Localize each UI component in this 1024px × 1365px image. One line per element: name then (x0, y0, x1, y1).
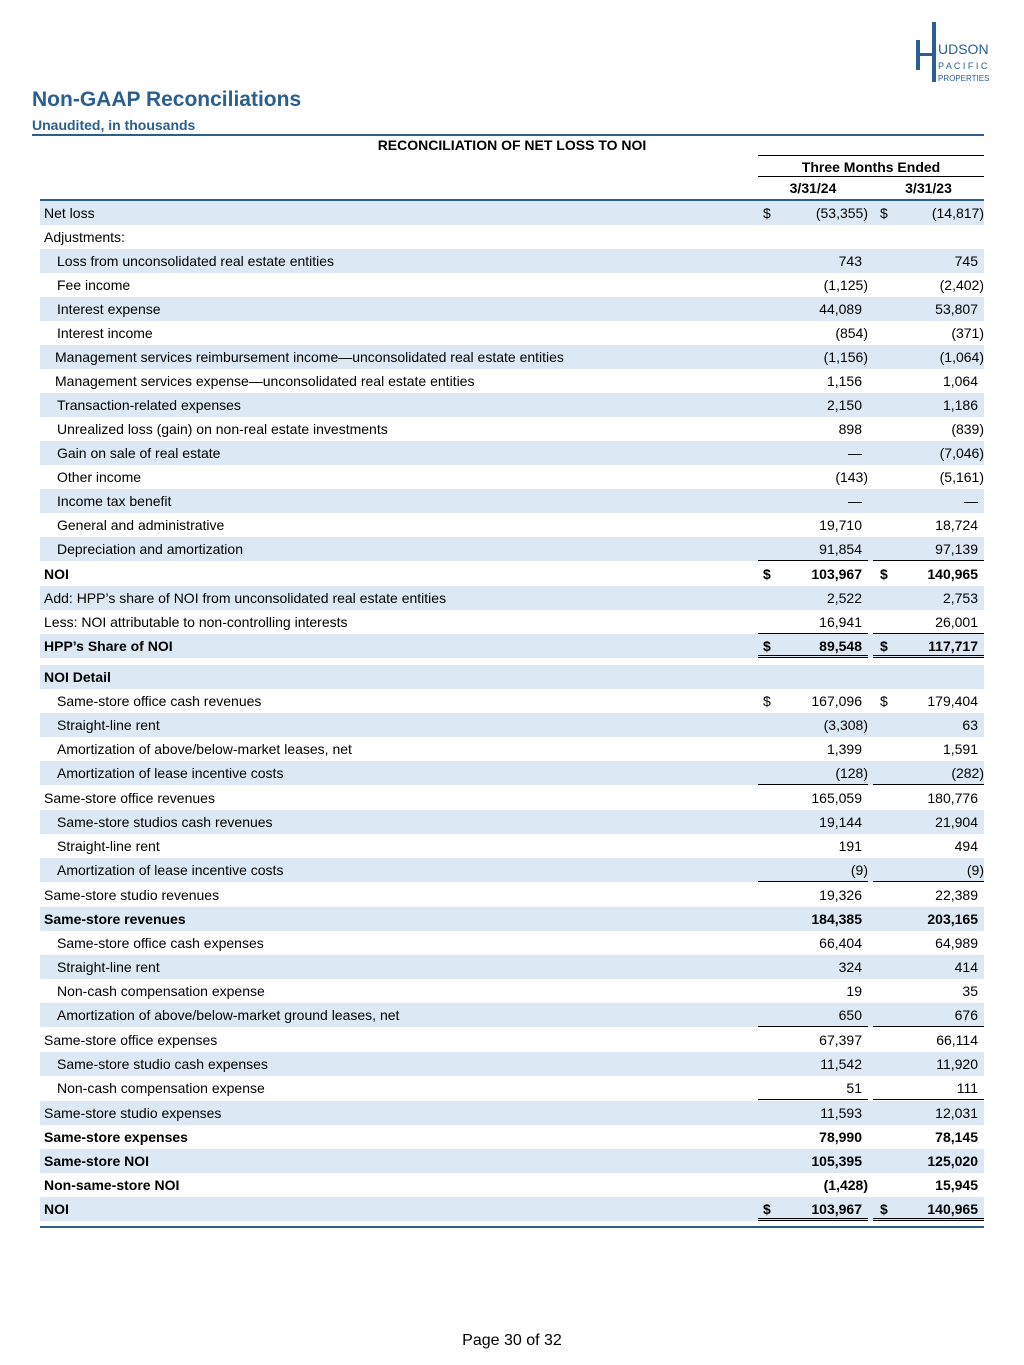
table-row (40, 1173, 984, 1197)
row-label: Same-store expenses (44, 1129, 188, 1145)
value-2024: 165,059 (811, 790, 862, 806)
period-header: Three Months Ended (758, 155, 984, 177)
row-label: Same-store office revenues (44, 790, 215, 806)
table-row (40, 369, 984, 393)
table-row (40, 586, 984, 610)
value-2023: 111 (956, 1080, 978, 1096)
table-row (40, 1101, 984, 1125)
row-label: HPP’s Share of NOI (44, 638, 173, 654)
currency-symbol: $ (763, 693, 771, 709)
row-label: Unrealized loss (gain) on non-real estate investments (57, 421, 388, 437)
value-2023: (9) (966, 862, 984, 878)
row-label: Transaction-related expenses (57, 397, 241, 413)
value-2023: (1,064) (939, 349, 984, 365)
table-row (40, 513, 984, 537)
value-2024: 51 (846, 1080, 862, 1096)
value-2024: 19,326 (819, 887, 862, 903)
table-title: RECONCILIATION OF NET LOSS TO NOI (377, 137, 647, 153)
value-2024: 16,941 (819, 614, 862, 630)
value-2023: (5,161) (939, 469, 984, 485)
logo-properties: PROPERTIES (938, 74, 990, 83)
value-2023: 22,389 (935, 887, 978, 903)
table-row (40, 737, 984, 761)
page-subtitle: Unaudited, in thousands (32, 117, 196, 133)
row-label: Same-store revenues (44, 911, 186, 927)
single-underline (758, 560, 868, 561)
value-2024: 19 (846, 983, 862, 999)
value-2023: (371) (951, 325, 984, 341)
table-row (40, 489, 984, 513)
currency-symbol: $ (763, 638, 771, 654)
table-row (40, 273, 984, 297)
double-underline (758, 655, 868, 658)
table-row (40, 810, 984, 834)
row-label: Interest expense (57, 301, 161, 317)
single-underline (873, 881, 984, 882)
table-bottom-divider (40, 1226, 984, 1228)
value-2023: 140,965 (927, 566, 978, 582)
table-row (40, 1076, 984, 1100)
row-label: Amortization of lease incentive costs (57, 765, 284, 781)
table-row (40, 1028, 984, 1052)
value-2023: 1,591 (942, 741, 978, 757)
page-number: Page 30 of 32 (462, 1332, 562, 1349)
table-row (40, 297, 984, 321)
value-2023: 1,064 (942, 373, 978, 389)
value-2024: 105,395 (811, 1153, 862, 1169)
table-row (40, 931, 984, 955)
single-underline (758, 1099, 868, 1100)
value-2023: 203,165 (927, 911, 978, 927)
table-row (40, 1003, 984, 1027)
row-label: Same-store NOI (44, 1153, 150, 1169)
row-label: Other income (57, 469, 142, 485)
row-label: Same-store studio revenues (44, 887, 220, 903)
value-2024: 103,967 (811, 566, 862, 582)
table-row (40, 955, 984, 979)
header-divider (32, 134, 984, 136)
single-underline (758, 881, 868, 882)
value-2023: 64,989 (935, 935, 978, 951)
row-label: Amortization of above/below-market ground leases, net (57, 1007, 400, 1023)
value-2023: 63 (962, 717, 978, 733)
row-label: Same-store office cash expenses (57, 935, 264, 951)
value-2024: 66,404 (819, 935, 862, 951)
value-2024: 19,144 (819, 814, 862, 830)
table-row (40, 249, 984, 273)
row-label: Non-cash compensation expense (57, 1080, 265, 1096)
double-underline (758, 1218, 868, 1221)
row-label: Non-same-store NOI (44, 1177, 180, 1193)
currency-symbol: $ (880, 1201, 888, 1217)
value-2023: 2,753 (942, 590, 978, 606)
row-label: General and administrative (57, 517, 225, 533)
value-2023: (839) (951, 421, 984, 437)
row-label: Same-store studio cash expenses (57, 1056, 268, 1072)
row-label: NOI (44, 566, 69, 582)
row-label: Fee income (57, 277, 131, 293)
value-2024: 743 (838, 253, 862, 269)
table-row (40, 393, 984, 417)
table-row (40, 634, 984, 658)
value-2024: 91,854 (819, 541, 862, 557)
row-label: Depreciation and amortization (57, 541, 243, 557)
value-2024: (143) (835, 469, 868, 485)
currency-symbol: $ (880, 693, 888, 709)
value-2024: (9) (850, 862, 868, 878)
row-label: Straight-line rent (57, 717, 160, 733)
value-2023: 745 (954, 253, 978, 269)
table-row (40, 665, 984, 689)
row-label: Add: HPP’s share of NOI from unconsolidated real estate entities (44, 590, 447, 606)
value-2024: 11,542 (820, 1056, 862, 1072)
table-row (40, 537, 984, 561)
table-row (40, 858, 984, 882)
row-label: Same-store studio expenses (44, 1105, 222, 1121)
column-header-2024: 3/31/24 (758, 178, 868, 200)
row-label: Management services expense—unconsolidated real estate entities (55, 373, 475, 389)
row-label: Less: NOI attributable to non-controlling interests (44, 614, 348, 630)
value-2023: 35 (962, 983, 978, 999)
value-2024: 89,548 (819, 638, 862, 654)
table-row (40, 441, 984, 465)
value-2023: 676 (954, 1007, 978, 1023)
row-label: Non-cash compensation expense (57, 983, 265, 999)
value-2023: 12,031 (935, 1105, 978, 1121)
table-row (40, 689, 984, 713)
value-2024: 19,710 (819, 517, 862, 533)
row-label: Straight-line rent (57, 838, 160, 854)
value-2024: (128) (835, 765, 868, 781)
logo-tagline: P A C I F I C (938, 61, 988, 71)
row-label: Loss from unconsolidated real estate entities (57, 253, 335, 269)
double-underline (873, 655, 984, 658)
value-2023: 11,920 (936, 1056, 978, 1072)
value-2023: 494 (954, 838, 978, 854)
value-2024: (53,355) (815, 205, 868, 221)
single-underline (873, 784, 984, 785)
value-2023: 180,776 (927, 790, 978, 806)
row-label: Net loss (44, 205, 95, 221)
single-underline (873, 1026, 984, 1027)
row-label: Straight-line rent (57, 959, 160, 975)
table-row (40, 417, 984, 441)
value-2024: 103,967 (811, 1201, 862, 1217)
value-2024: (1,156) (823, 349, 868, 365)
value-2024: 324 (838, 959, 862, 975)
value-2023: 414 (954, 959, 978, 975)
value-2023: 117,717 (928, 638, 978, 654)
table-row (40, 1052, 984, 1076)
currency-symbol: $ (880, 566, 888, 582)
table-row (40, 1149, 984, 1173)
value-2024: 184,385 (811, 911, 862, 927)
currency-symbol: $ (763, 205, 771, 221)
single-underline (873, 560, 984, 561)
row-label: Income tax benefit (57, 493, 172, 509)
value-2023: 125,020 (927, 1153, 978, 1169)
table-row (40, 1125, 984, 1149)
value-2023: 78,145 (935, 1129, 978, 1145)
value-2023: (2,402) (939, 277, 984, 293)
value-2023: 97,139 (935, 541, 978, 557)
single-underline (758, 784, 868, 785)
table-row (40, 321, 984, 345)
table-row (40, 201, 984, 225)
value-2023: 18,724 (935, 517, 978, 533)
table-row (40, 1197, 984, 1221)
row-label: NOI Detail (44, 669, 111, 685)
row-label: Gain on sale of real estate (57, 445, 221, 461)
row-label: Interest income (57, 325, 153, 341)
currency-symbol: $ (880, 205, 888, 221)
value-2024: 650 (838, 1007, 862, 1023)
currency-symbol: $ (763, 1201, 771, 1217)
table-row (40, 761, 984, 785)
currency-symbol: $ (763, 566, 771, 582)
value-2023: 15,945 (935, 1177, 978, 1193)
value-2024: (1,125) (823, 277, 868, 293)
double-underline (873, 1218, 984, 1221)
value-2024: (3,308) (823, 717, 868, 733)
row-label: Same-store studios cash revenues (57, 814, 273, 830)
value-2024: — (848, 493, 862, 509)
value-2023: (282) (951, 765, 984, 781)
value-2023: 66,114 (936, 1032, 978, 1048)
value-2023: 26,001 (935, 614, 978, 630)
table-row (40, 713, 984, 737)
table-row (40, 345, 984, 369)
row-label: Management services reimbursement income—unconsolidated real estate entities (55, 349, 564, 365)
row-label: Amortization of above/below-market leases, net (57, 741, 352, 757)
table-row (40, 883, 984, 907)
row-label: NOI (44, 1201, 69, 1217)
table-row (40, 562, 984, 586)
value-2024: (854) (835, 325, 868, 341)
table-row (40, 465, 984, 489)
value-2024: 1,156 (826, 373, 862, 389)
column-header-2023: 3/31/23 (873, 178, 984, 200)
page-title: Non-GAAP Reconciliations (32, 88, 302, 111)
value-2023: 1,186 (942, 397, 978, 413)
company-logo (912, 20, 1002, 86)
table-row (40, 834, 984, 858)
value-2024: 44,089 (819, 301, 862, 317)
value-2023: 21,904 (935, 814, 978, 830)
logo-wordmark: UDSON (938, 41, 989, 57)
value-2023: 140,965 (927, 1201, 978, 1217)
value-2024: 2,522 (826, 590, 862, 606)
value-2024: 191 (838, 838, 862, 854)
value-2023: 53,807 (935, 301, 978, 317)
value-2024: — (848, 445, 862, 461)
value-2023: (14,817) (931, 205, 984, 221)
value-2024: 2,150 (826, 397, 862, 413)
value-2024: (1,428) (823, 1177, 868, 1193)
row-label: Same-store office expenses (44, 1032, 218, 1048)
value-2024: 11,593 (820, 1105, 862, 1121)
currency-symbol: $ (880, 638, 888, 654)
table-row (40, 225, 984, 249)
table-row (40, 907, 984, 931)
value-2024: 898 (838, 421, 862, 437)
value-2024: 167,096 (811, 693, 862, 709)
table-row (40, 610, 984, 634)
value-2023: (7,046) (939, 445, 984, 461)
single-underline (758, 1026, 868, 1027)
value-2024: 78,990 (819, 1129, 862, 1145)
table-row (40, 979, 984, 1003)
single-underline (873, 1099, 984, 1100)
row-label: Amortization of lease incentive costs (57, 862, 284, 878)
table-row (40, 786, 984, 810)
value-2024: 1,399 (826, 741, 862, 757)
value-2023: 179,404 (927, 693, 978, 709)
row-label: Adjustments: (44, 229, 125, 245)
value-2024: 67,397 (819, 1032, 862, 1048)
row-label: Same-store office cash revenues (57, 693, 262, 709)
value-2023: — (964, 493, 978, 509)
